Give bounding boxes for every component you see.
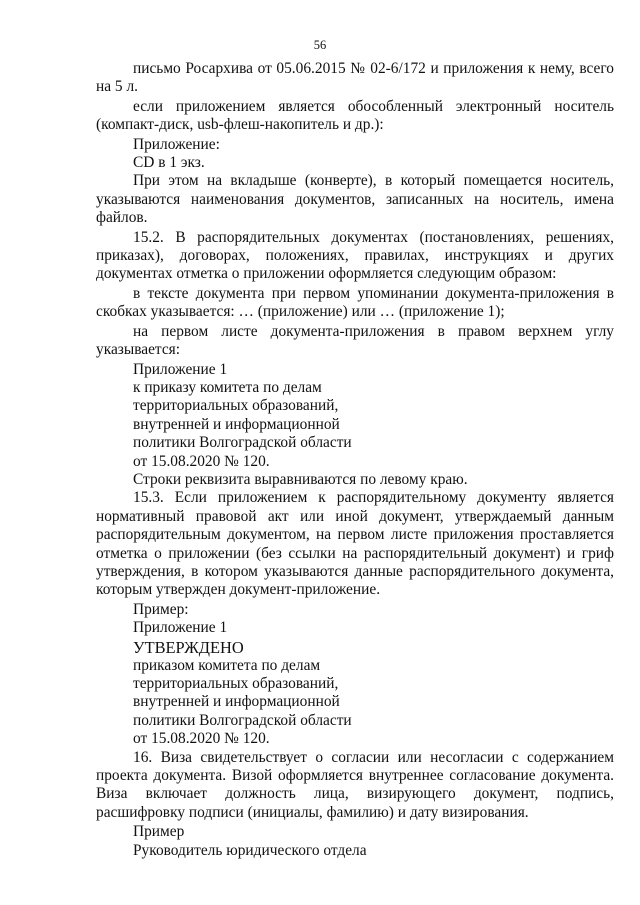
visa-example-line: Руководитель юридического отдела (133, 841, 367, 859)
approved-line: приказом комитета по делам (133, 656, 321, 674)
appendix-line: внутренней и информационной (133, 415, 340, 433)
approved-stamp: УТВЕРЖДЕНО (133, 637, 244, 657)
appendix-line: политики Волгоградской области (133, 434, 352, 452)
appendix-line: к приказу комитета по делам (133, 378, 322, 396)
paragraph-first-sheet: на первом листе документа-приложения в правом верхнем углу указывается: (96, 322, 614, 359)
approved-line: Приложение 1 (133, 619, 228, 637)
paragraph-16-visa: 16. Виза свидетельствует о согласии или несогласии с содержанием проекта документа. Визой оформляется внутреннее согласование документа. Виза включает должность лица, визирующего документ, подпись, расшифровку подписи (инициалы, фамилию) и дату визирования. (96, 748, 614, 821)
page-number: 56 (313, 38, 327, 52)
document-body (96, 60, 614, 860)
approved-line: политики Волгоградской области (133, 711, 352, 729)
example-appendix-block (96, 361, 614, 471)
paragraph-15-3: 15.3. Если приложением к распорядительному документу является нормативный правовой акт или иной документ, утверждаемый данным распорядительным документом, на первом листе приложения проставляется отметка о приложении (без ссылки на распорядительный документ) и гриф утверждения, в котором указываются данные распорядительного документа, которым утвержден документ-приложение. (96, 489, 614, 599)
approved-line: территориальных образований, (133, 675, 339, 692)
example-approved-block (96, 619, 614, 748)
paragraph-rosarkhiv-letter: письмо Росархива от 05.06.2015 № 02-6/172 и приложения к нему, всего на 5 л. (96, 60, 614, 96)
approved-line: внутренней и информационной (133, 693, 340, 711)
paragraph-in-text-mention: в тексте документа при первом упоминании документа-приложения в скобках указывается: … (приложение) или … (приложение 1); (96, 284, 614, 321)
paragraph-15-2: 15.2. В распорядительных документах (постановлениях, решениях, приказах), договорах, положениях, правилах, инструкциях и других документах отметка о приложении оформляется следующим образом: (96, 228, 614, 283)
approved-line: от 15.08.2020 № 120. (133, 730, 270, 748)
alignment-note: Строки реквизита выравниваются по левому краю. (133, 470, 468, 488)
example-cd-value: CD в 1 экз. (133, 154, 205, 172)
appendix-line: территориальных образований, (133, 397, 339, 415)
paragraph-electronic-media: если приложением является обособленный электронный носитель (компакт-диск, usb-флеш-накопитель и др.): (96, 97, 614, 134)
example-label-2: Пример (133, 823, 185, 841)
appendix-line: Приложение 1 (133, 360, 228, 378)
appendix-line: от 15.08.2020 № 120. (133, 452, 270, 470)
example-label: Пример: (133, 600, 189, 618)
paragraph-insert-envelope: При этом на вкладыше (конверте), в который помещается носитель, указываются наименования документов, записанных на носитель, имена файлов. (96, 172, 614, 227)
example-cd-label: Приложение: (133, 135, 220, 153)
